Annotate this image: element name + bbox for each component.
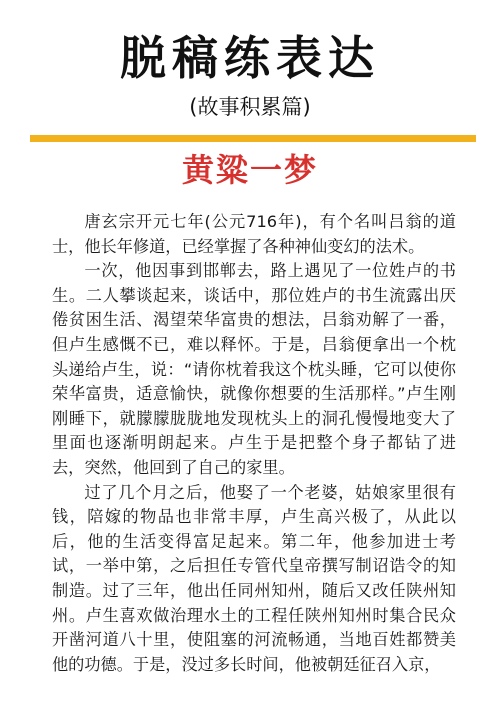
story-paragraph: 过了几个月之后，他娶了一个老婆，姑娘家里很有钱，陪嫁的物品也非常丰厚，卢生高兴极了，从此以后，他的生活变得富足起来。第二年，他参加进士考试，一举中第，之后担任专管代皇帝撰写制诏诰令的知制造。过了三年，他出任同州知州，随后又改任陕州知州。卢生喜欢做治理水土的工程任陕州知州时集合民众开凿河道八十里，使阻塞的河流畅通，当地百姓都赞美他的功德。于是，没过多长时间，他被朝廷征召入京， <box>52 482 456 674</box>
page-subtitle: (故事积累篇) <box>189 95 311 119</box>
story-paragraph: 唐玄宗开元七年(公元716年)，有个名叫吕翁的道士，他长年修道，已经掌握了各种神仙变幻的法术。 <box>52 212 456 256</box>
story-title: 黄粱一梦 <box>181 151 318 189</box>
page-title: 脱稿练表达 <box>120 31 380 85</box>
story-paragraph: 一次，他因事到邯郸去，路上遇见了一位姓卢的书生。二人攀谈起来，谈话中，那位姓卢的书生流露出厌倦贫困生活、渴望荣华富贵的想法，吕翁劝解了一番，但卢生感慨不已，难以释怀。于是，吕翁便拿出一个枕头递给卢生，说：“请你枕着我这个枕头睡，它可以使你荣华富贵，适意愉快，就像你想要的生活那样。”卢生刚刚睡下，就朦朦胧胧地发现枕头上的洞孔慢慢地变大了里面也逐渐明朗起来。卢生于是把整个身子都钻了进去，突然，他回到了自己的家里。 <box>52 261 456 477</box>
accent-divider <box>30 135 476 142</box>
story-body <box>52 210 456 677</box>
